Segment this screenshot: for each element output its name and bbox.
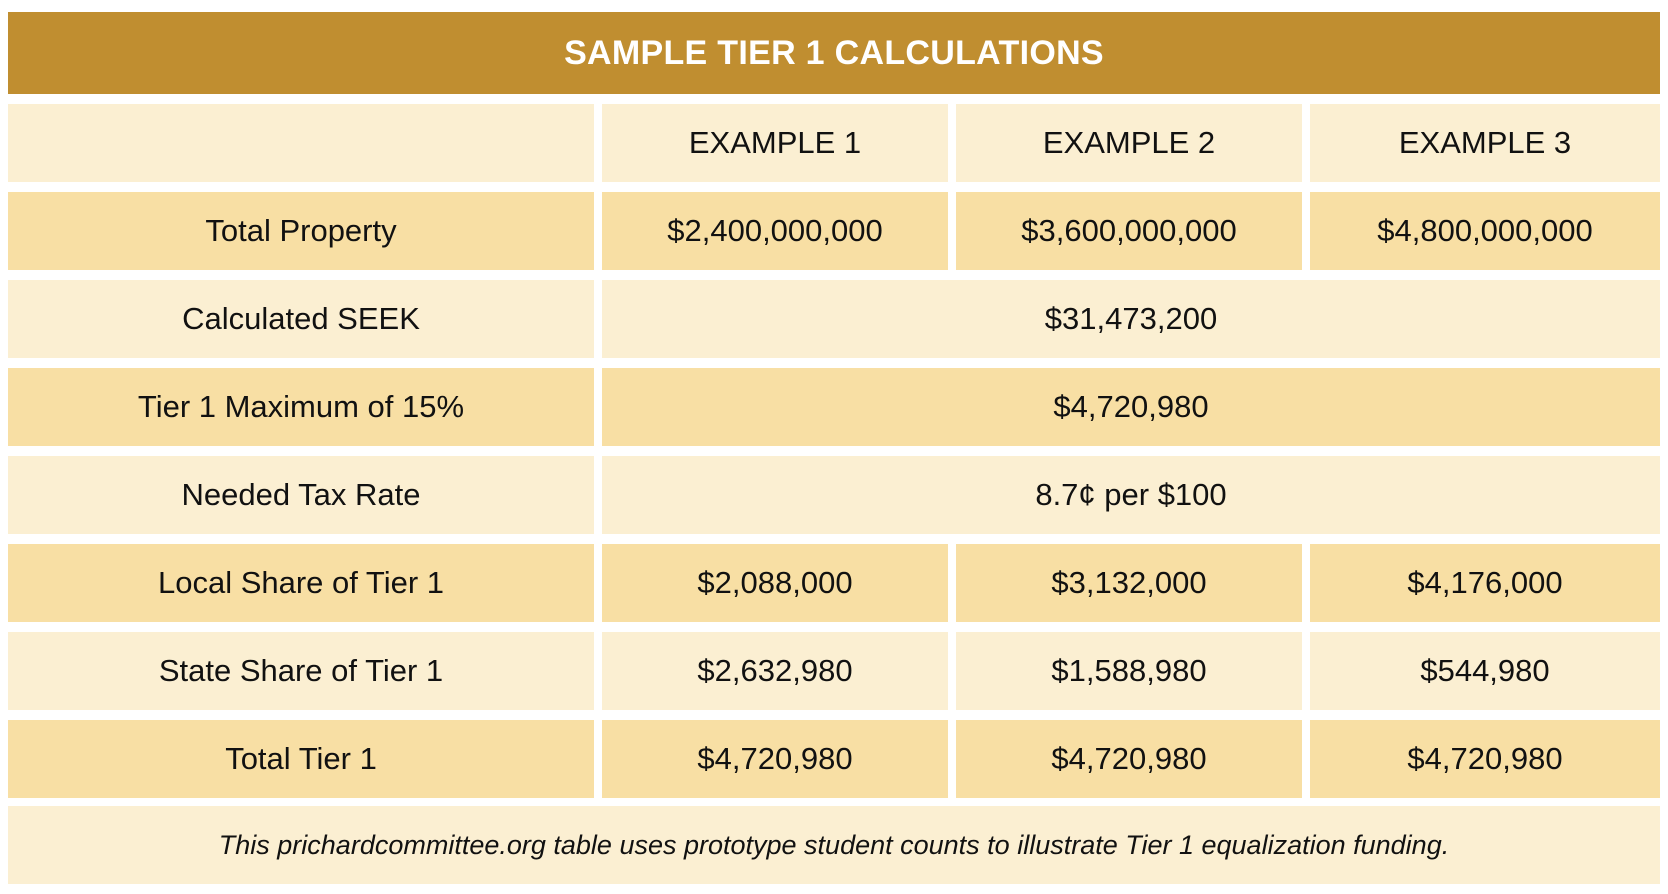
total-property-example-1: $2,400,000,000 (602, 192, 948, 270)
table-title: SAMPLE TIER 1 CALCULATIONS (8, 12, 1660, 94)
total-property-example-3: $4,800,000,000 (1310, 192, 1660, 270)
row-label-calculated-seek: Calculated SEEK (8, 280, 594, 358)
row-label-total-property: Total Property (8, 192, 594, 270)
calculated-seek-value: $31,473,200 (602, 280, 1660, 358)
header-example-2: EXAMPLE 2 (956, 104, 1302, 182)
row-label-state-share: State Share of Tier 1 (8, 632, 594, 710)
state-share-example-2: $1,588,980 (956, 632, 1302, 710)
total-tier1-example-2: $4,720,980 (956, 720, 1302, 798)
row-label-local-share: Local Share of Tier 1 (8, 544, 594, 622)
header-empty-cell (8, 104, 594, 182)
local-share-example-3: $4,176,000 (1310, 544, 1660, 622)
tier1-maximum-value: $4,720,980 (602, 368, 1660, 446)
state-share-example-1: $2,632,980 (602, 632, 948, 710)
total-tier1-example-3: $4,720,980 (1310, 720, 1660, 798)
total-tier1-example-1: $4,720,980 (602, 720, 948, 798)
total-property-example-2: $3,600,000,000 (956, 192, 1302, 270)
row-label-needed-tax-rate: Needed Tax Rate (8, 456, 594, 534)
local-share-example-1: $2,088,000 (602, 544, 948, 622)
footnote: This prichardcommittee.org table uses prototype student counts to illustrate Tier 1 equalization funding. (8, 806, 1660, 884)
state-share-example-3: $544,980 (1310, 632, 1660, 710)
row-label-total-tier1: Total Tier 1 (8, 720, 594, 798)
header-example-3: EXAMPLE 3 (1310, 104, 1660, 182)
local-share-example-2: $3,132,000 (956, 544, 1302, 622)
row-label-tier1-maximum: Tier 1 Maximum of 15% (8, 368, 594, 446)
needed-tax-rate-value: 8.7¢ per $100 (602, 456, 1660, 534)
header-example-1: EXAMPLE 1 (602, 104, 948, 182)
table-grid (8, 104, 1660, 798)
